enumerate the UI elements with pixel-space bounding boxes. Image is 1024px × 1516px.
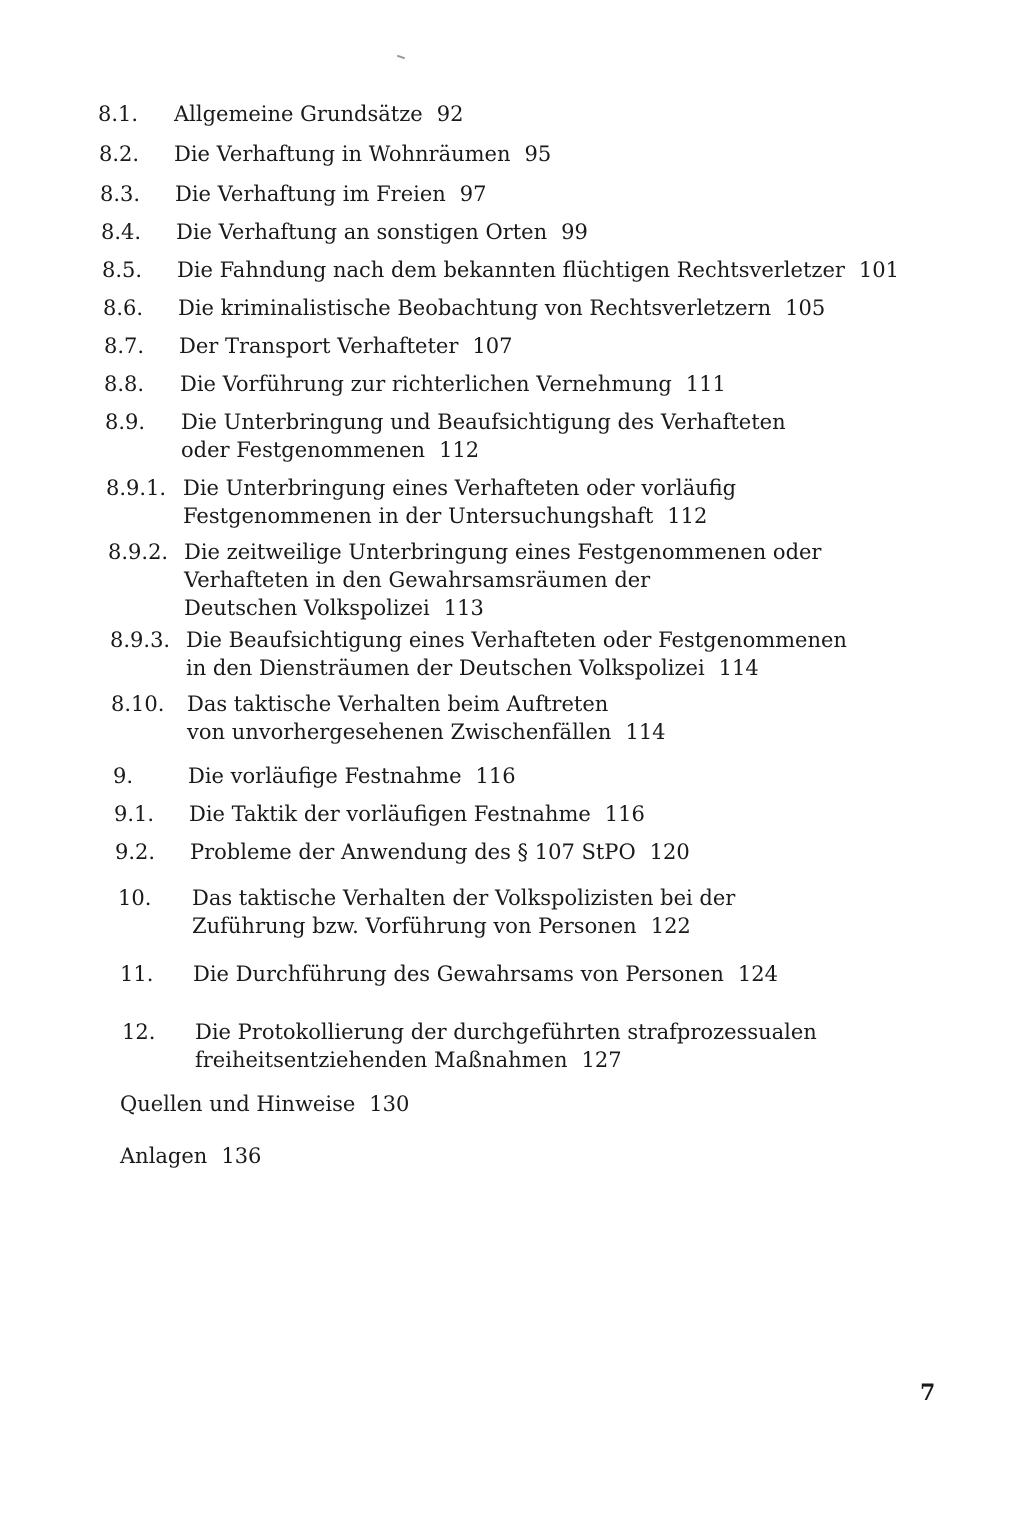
toc-entry-title-line: Das taktische Verhalten der Volkspolizisten bei der: [192, 886, 736, 910]
toc-entry-title: [174, 100, 463, 128]
toc-entry-page: 99: [561, 220, 588, 244]
toc-entry-number: 8.9.3.: [110, 628, 171, 652]
toc-entry-page: 112: [667, 504, 708, 528]
toc-entry-page: 105: [785, 296, 826, 320]
toc-entry-number: 8.9.2.: [108, 540, 169, 564]
toc-entry-title-line: Die Verhaftung an sonstigen Orten: [176, 220, 548, 244]
toc-entry-title-line: Probleme der Anwendung des § 107 StPO: [190, 840, 636, 864]
toc-entry-page: 122: [650, 914, 691, 938]
toc-entry-number: 11.: [120, 962, 154, 986]
toc-entry-number: 8.9.: [105, 410, 146, 434]
toc-appendix-entry: [120, 1090, 409, 1118]
toc-entry-number: 9.: [113, 764, 134, 788]
toc-entry-number: 9.2.: [115, 840, 156, 864]
toc-entry-number: 12.: [122, 1020, 156, 1044]
toc-entry-title: [178, 294, 825, 322]
toc-entry-title-line: oder Festgenommenen: [181, 438, 426, 462]
toc-entry-title-line: Die Vorführung zur richterlichen Vernehmung: [180, 372, 672, 396]
toc-entry-number: 8.2.: [99, 142, 140, 166]
toc-entry-title: [175, 180, 487, 208]
toc-entry-title: [184, 538, 821, 622]
toc-entry-page: 120: [649, 840, 690, 864]
toc-entry-title-line: Zuführung bzw. Vorführung von Personen: [192, 914, 637, 938]
toc-appendix-title: Anlagen: [120, 1144, 208, 1168]
toc-entry-title-line: Der Transport Verhafteter: [179, 334, 459, 358]
toc-entry-number: 8.5.: [102, 258, 143, 282]
toc-entry-title-line: Die Taktik der vorläufigen Festnahme: [189, 802, 591, 826]
toc-entry-title-line: Die Verhaftung im Freien: [175, 182, 446, 206]
toc-entry-title-line: Die Protokollierung der durchgeführten strafprozessualen: [195, 1020, 817, 1044]
toc-entry-title-line: Das taktische Verhalten beim Auftreten: [187, 692, 609, 716]
toc-entry-title: [181, 408, 786, 464]
toc-entry-page: 124: [737, 962, 778, 986]
toc-entry-title-line: freiheitsentziehenden Maßnahmen: [195, 1048, 568, 1072]
toc-entry-page: 116: [475, 764, 516, 788]
toc-entry-title: [180, 370, 726, 398]
toc-entry-number: 9.1.: [114, 802, 155, 826]
toc-entry-number: 8.6.: [103, 296, 144, 320]
toc-entry-title-line: Verhafteten in den Gewahrsamsräumen der: [184, 568, 651, 592]
toc-entry-number: 8.1.: [98, 102, 139, 126]
toc-entry-title-line: in den Diensträumen der Deutschen Volkspolizei: [186, 656, 705, 680]
toc-entry-title: [174, 140, 551, 168]
toc-entry-page: 114: [625, 720, 666, 744]
toc-entry-page: 95: [524, 142, 552, 166]
toc-entry-title-line: Die zeitweilige Unterbringung eines Festgenommenen oder: [184, 540, 822, 564]
toc-entry-title: [183, 474, 736, 530]
toc-entry-page: 113: [443, 596, 484, 620]
toc-entry-title: [193, 960, 778, 988]
toc-entry-title: [192, 884, 735, 940]
toc-appendix-entry: [120, 1142, 261, 1170]
toc-entry-title-line: Die Fahndung nach dem bekannten flüchtigen Rechtsverletzer: [177, 258, 845, 282]
toc-entry-title-line: Die Unterbringung eines Verhafteten oder vorläufig: [183, 476, 737, 500]
toc-entry-title: [195, 1018, 817, 1074]
toc-entry-title-line: von unvorhergesehenen Zwischenfällen: [187, 720, 612, 744]
toc-entry-title-line: Festgenommenen in der Untersuchungshaft: [183, 504, 654, 528]
page-number: 7: [920, 1380, 936, 1406]
toc-entry-title-line: Allgemeine Grundsätze: [174, 102, 423, 126]
toc-entry-title: [176, 218, 588, 246]
toc-entry-number: 10.: [118, 886, 152, 910]
toc-appendix-title: Quellen und Hinweise: [120, 1092, 356, 1116]
toc-entry-title: [179, 332, 512, 360]
toc-entry-title: [189, 800, 645, 828]
toc-entry-page: 116: [604, 802, 645, 826]
toc-entry-number: 8.8.: [104, 372, 145, 396]
toc-entry-title: [187, 690, 666, 746]
toc-entry-title: [177, 256, 899, 284]
toc-entry-title: [186, 626, 847, 682]
toc-appendix-page: 130: [369, 1092, 410, 1116]
toc-entry-page: 111: [685, 372, 726, 396]
toc-entry-page: 107: [472, 334, 513, 358]
toc-entry-title: [188, 762, 516, 790]
toc-entry-title-line: Die Unterbringung und Beaufsichtigung des Verhafteten: [181, 410, 786, 434]
toc-appendix-page: 136: [221, 1144, 262, 1168]
toc-entry-page: 92: [436, 102, 464, 126]
toc-entry-page: 97: [459, 182, 487, 206]
toc-entry-title-line: Die vorläufige Festnahme: [188, 764, 462, 788]
toc-entry-number: 8.7.: [104, 334, 145, 358]
toc-entry-number: 8.10.: [111, 692, 165, 716]
toc-entry-page: 112: [439, 438, 480, 462]
toc-entry-title-line: Deutschen Volkspolizei: [184, 596, 430, 620]
scan-mark: [397, 55, 405, 60]
toc-entry-number: 8.3.: [100, 182, 141, 206]
toc-entry-number: 8.9.1.: [106, 476, 167, 500]
toc-entry-title-line: Die Durchführung des Gewahrsams von Personen: [193, 962, 724, 986]
toc-entry-title: [190, 838, 690, 866]
toc-entry-page: 114: [718, 656, 759, 680]
toc-entry-title-line: Die Beaufsichtigung eines Verhafteten oder Festgenommenen: [186, 628, 847, 652]
toc-entry-page: 101: [858, 258, 900, 282]
toc-entry-title-line: Die Verhaftung in Wohnräumen: [174, 142, 511, 166]
toc-entry-number: 8.4.: [101, 220, 142, 244]
toc-entry-title-line: Die kriminalistische Beobachtung von Rechtsverletzern: [178, 296, 772, 320]
toc-entry-page: 127: [581, 1048, 622, 1072]
